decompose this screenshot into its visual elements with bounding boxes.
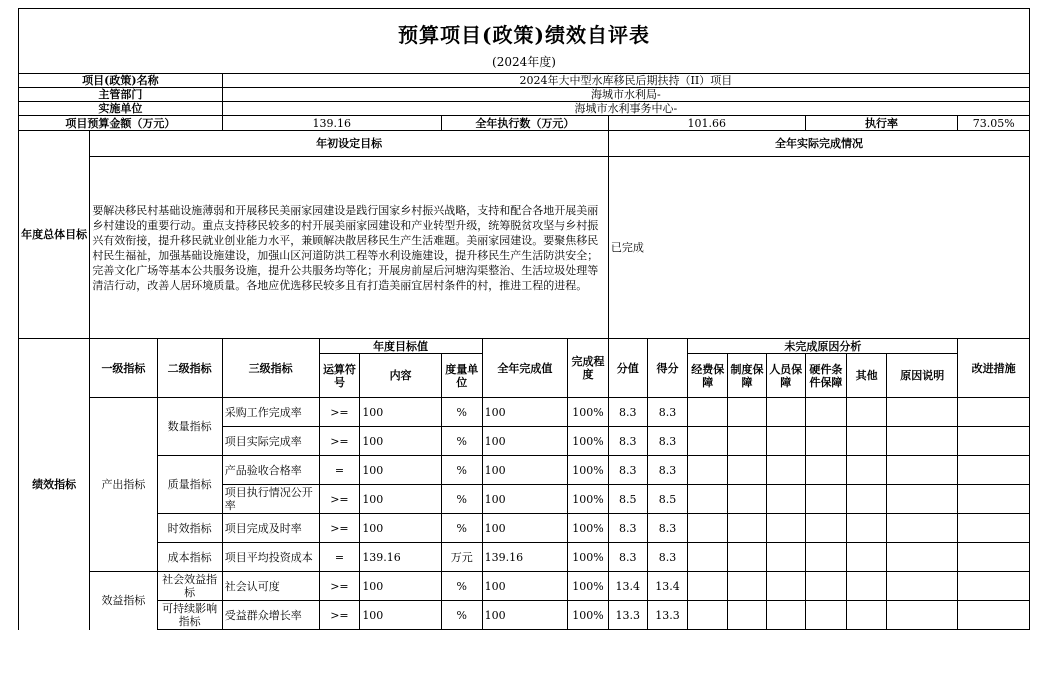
indicator-op: >= [319, 485, 360, 514]
indicator-score: 8.3 [647, 543, 688, 572]
indicator-actual: 139.16 [482, 543, 568, 572]
indicator-actual: 100 [482, 485, 568, 514]
header-improve: 改进措施 [958, 339, 1030, 398]
indicator-name: 项目平均投资成本 [222, 543, 319, 572]
indicator-degree: 100% [568, 514, 609, 543]
indicator-actual: 100 [482, 398, 568, 427]
table-row [19, 601, 1030, 630]
level2-social: 社会效益指标 [157, 572, 222, 601]
indicator-name: 项目执行情况公开率 [222, 485, 319, 514]
indicator-score: 13.3 [647, 601, 688, 630]
indicator-full-score: 8.3 [608, 543, 647, 572]
row-unit [19, 102, 1030, 116]
indicator-actual: 100 [482, 456, 568, 485]
header-level2: 二级指标 [157, 339, 222, 398]
row-goal-content [19, 157, 1030, 339]
unit-value: 海城市水利事务中心- [222, 102, 1029, 116]
indicator-content: 100 [360, 572, 442, 601]
indicator-op: >= [319, 572, 360, 601]
header-score: 得分 [647, 339, 688, 398]
annual-goal-label: 年度总体目标 [19, 131, 90, 339]
header-full-score: 分值 [608, 339, 647, 398]
indicator-unit: % [441, 427, 482, 456]
indicator-score: 8.5 [647, 485, 688, 514]
indicator-op: = [319, 456, 360, 485]
indicator-unit: % [441, 601, 482, 630]
indicator-content: 100 [360, 427, 442, 456]
indicator-actual: 100 [482, 427, 568, 456]
row-project-name [19, 74, 1030, 88]
indicator-actual: 100 [482, 514, 568, 543]
indicator-degree: 100% [568, 543, 609, 572]
indicator-name: 受益群众增长率 [222, 601, 319, 630]
row-budget [19, 116, 1030, 131]
header-content: 内容 [360, 354, 442, 398]
indicator-content: 100 [360, 485, 442, 514]
indicator-unit: % [441, 398, 482, 427]
indicator-name: 项目完成及时率 [222, 514, 319, 543]
indicator-full-score: 13.3 [608, 601, 647, 630]
budget-label: 项目预算金额（万元） [19, 116, 223, 131]
indicator-degree: 100% [568, 398, 609, 427]
header-other: 其他 [847, 354, 887, 398]
indicator-full-score: 8.3 [608, 514, 647, 543]
budget-value: 139.16 [222, 116, 441, 131]
indicator-op: >= [319, 514, 360, 543]
indicator-degree: 100% [568, 601, 609, 630]
header-unit: 度量单位 [441, 354, 482, 398]
indicator-name: 项目实际完成率 [222, 427, 319, 456]
executed-label: 全年执行数（万元） [441, 116, 608, 131]
indicator-full-score: 13.4 [608, 572, 647, 601]
sheet-year: (2024年度) [492, 55, 556, 69]
sheet-title: 预算项目(政策)绩效自评表 [398, 23, 650, 47]
actual-completion-header: 全年实际完成情况 [608, 131, 1029, 157]
rate-label: 执行率 [805, 116, 958, 131]
header-level1: 一级指标 [90, 339, 157, 398]
level1-benefit: 效益指标 [90, 572, 157, 630]
dept-value: 海城市水利局- [222, 88, 1029, 102]
actual-completion-text: 已完成 [608, 157, 1029, 339]
indicator-score: 13.4 [647, 572, 688, 601]
header-level3: 三级指标 [222, 339, 319, 398]
level2-sustain: 可持续影响指标 [157, 601, 222, 630]
indicator-name: 社会认可度 [222, 572, 319, 601]
header-hardware: 硬件条件保障 [805, 354, 847, 398]
indicator-full-score: 8.3 [608, 427, 647, 456]
indicator-score: 8.3 [647, 456, 688, 485]
indicator-unit: % [441, 514, 482, 543]
level2-cost: 成本指标 [157, 543, 222, 572]
indicator-degree: 100% [568, 456, 609, 485]
header-degree: 完成程度 [568, 339, 609, 398]
evaluation-table [18, 73, 1030, 630]
row-perf-header-1 [19, 339, 1030, 354]
indicator-unit: % [441, 485, 482, 514]
perf-indicator-label: 绩效指标 [19, 339, 90, 630]
indicator-score: 8.3 [647, 427, 688, 456]
header-target-group: 年度目标值 [319, 339, 482, 354]
header-explain: 原因说明 [887, 354, 958, 398]
indicator-op: >= [319, 427, 360, 456]
level2-time: 时效指标 [157, 514, 222, 543]
header-system: 制度保障 [728, 354, 767, 398]
row-dept [19, 88, 1030, 102]
table-row [19, 514, 1030, 543]
indicator-actual: 100 [482, 572, 568, 601]
indicator-content: 100 [360, 514, 442, 543]
unit-label: 实施单位 [19, 102, 223, 116]
initial-goal-text: 要解决移民村基础设施薄弱和开展移民美丽家园建设是践行国家乡村振兴战略，支持和配合各地开展美丽乡村建设的重要行动。重点支持移民较多的村开展美丽家园建设和产业转型升级，统筹脱贫攻坚与乡村振兴有效衔接，提升移民就业创业能力水平，兼顾解决散居移民生产生活难题。美丽家园建设。要聚焦移民村民生福祉，加强基础设施建设，加强山区河道防洪工程等水利设施建设，提升移民生产生活防洪安全；完善文化广场等基本公共服务设施，提升公共服务均等化；开展房前屋后河塘沟渠整治、生活垃圾处理等清洁行动，改善人居环境质量。各地应优选移民较多且有打造美丽宜居村条件的村，推进工程的进程。 [90, 157, 609, 339]
indicator-actual: 100 [482, 601, 568, 630]
indicator-degree: 100% [568, 485, 609, 514]
indicator-full-score: 8.5 [608, 485, 647, 514]
table-row [19, 456, 1030, 485]
project-name-label: 项目(政策)名称 [19, 74, 223, 88]
header-staff: 人员保障 [766, 354, 805, 398]
initial-goal-header: 年初设定目标 [90, 131, 609, 157]
header-actual: 全年完成值 [482, 339, 568, 398]
table-row [19, 572, 1030, 601]
level1-output: 产出指标 [90, 398, 157, 572]
header-op: 运算符号 [319, 354, 360, 398]
row-goal-headers [19, 131, 1030, 157]
dept-label: 主管部门 [19, 88, 223, 102]
indicator-degree: 100% [568, 427, 609, 456]
level2-quantity: 数量指标 [157, 398, 222, 456]
indicator-op: >= [319, 398, 360, 427]
header-funding: 经费保障 [688, 354, 728, 398]
indicator-name: 采购工作完成率 [222, 398, 319, 427]
rate-value: 73.05% [958, 116, 1030, 131]
indicator-op: >= [319, 601, 360, 630]
indicator-unit: % [441, 456, 482, 485]
sheet-header [18, 8, 1030, 73]
indicator-unit: 万元 [441, 543, 482, 572]
project-name-value: 2024年大中型水库移民后期扶持（II）项目 [222, 74, 1029, 88]
indicator-unit: % [441, 572, 482, 601]
indicator-content: 100 [360, 398, 442, 427]
indicator-content: 139.16 [360, 543, 442, 572]
indicator-content: 100 [360, 601, 442, 630]
table-row [19, 398, 1030, 427]
indicator-degree: 100% [568, 572, 609, 601]
indicator-score: 8.3 [647, 398, 688, 427]
table-row [19, 543, 1030, 572]
indicator-full-score: 8.3 [608, 456, 647, 485]
self-evaluation-sheet [18, 8, 1030, 630]
indicator-score: 8.3 [647, 514, 688, 543]
header-reason-group: 未完成原因分析 [688, 339, 958, 354]
indicator-op: = [319, 543, 360, 572]
executed-value: 101.66 [608, 116, 805, 131]
indicator-name: 产品验收合格率 [222, 456, 319, 485]
indicator-full-score: 8.3 [608, 398, 647, 427]
indicator-content: 100 [360, 456, 442, 485]
level2-quality: 质量指标 [157, 456, 222, 514]
